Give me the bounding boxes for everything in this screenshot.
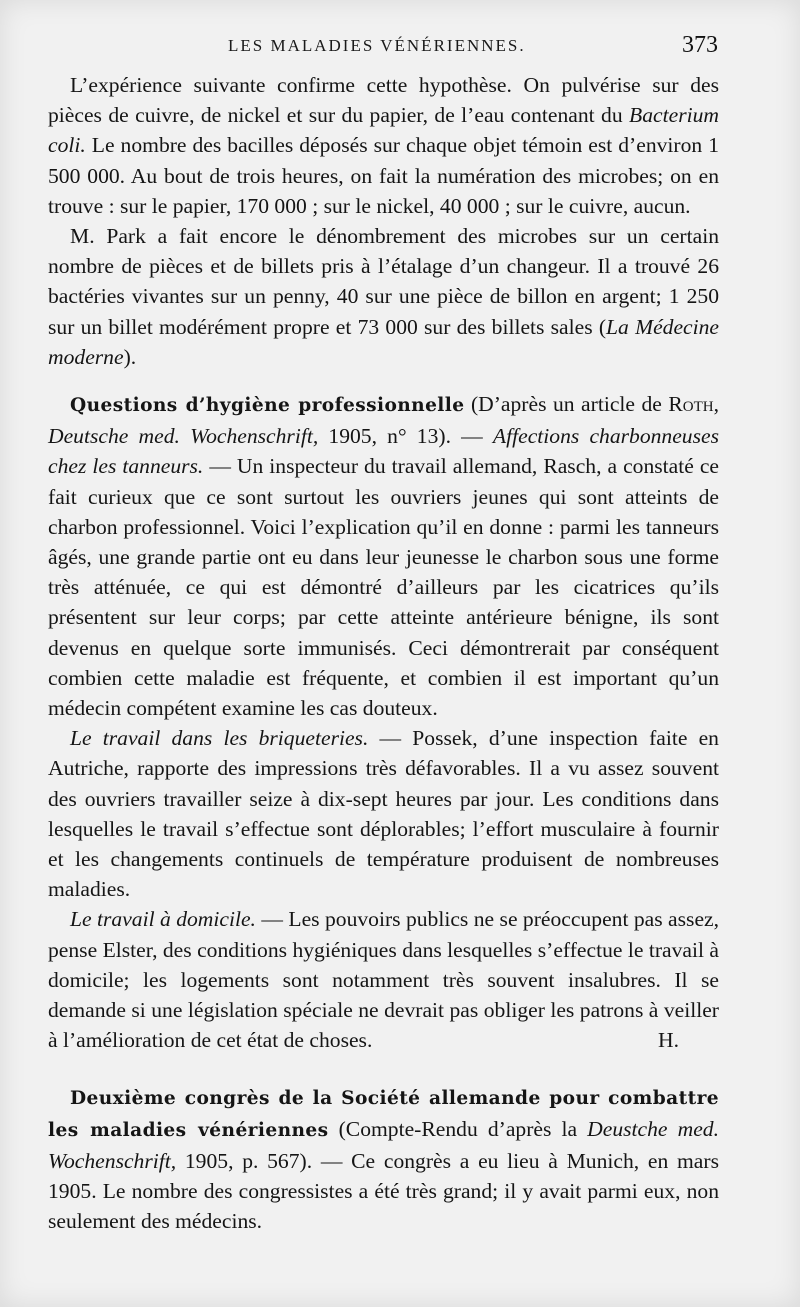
paragraph-experiment: [48, 70, 719, 221]
subsection-title: Le travail dans les briqueteries.: [70, 726, 369, 751]
page-body: [48, 70, 719, 1237]
paragraph-travail-domicile: [48, 904, 719, 1055]
text-run: ,: [713, 392, 719, 417]
section-heading: Deuxième congrès de la Société allemande pour combattre les maladies vénériennes: [48, 1087, 719, 1141]
text-run: M. Park a fait encore le dénombrement des microbes sur un certain nombre de pièces et de billets pris à l’étalage d’un changeur. Il a trouvé 26 bactéries vivantes sur un penny, 40 sur une pièce de billon en argent; 1 250 sur un billet modérément propre et 73 000 sur des billets sales (: [48, 224, 719, 339]
text-run: — Possek, d’une inspection faite en Autriche, rapporte des impressions très défavorables. Il a vu assez souvent des ouvriers travailler seize à dix-sept heures par jour. Les conditions dans lesquelles le travail s’effectue sont déplorables; l’effort musculaire à fournir et les changements continuels de température produisent de nombreuses maladies.: [48, 726, 719, 902]
running-title: LES MALADIES VÉNÉRIENNES.: [228, 36, 526, 55]
text-run: 1905, n° 13). —: [318, 424, 493, 449]
text-run: 1905, p. 567). — Ce congrès a eu lieu à Munich, en mars 1905. Le nombre des congressistes a été très grand; il y avait parmi eux, non seulement des médecins.: [48, 1148, 719, 1234]
text-run: — Les pouvoirs publics ne se préoccupent pas assez, pense Elster, des conditions hygiéniques dans lesquelles s’effectue le travail à domicile; les logements sont notamment très souvent insalubres. Il se demande si une législation spéciale ne devrait pas obliger les patrons à veiller à l’amélioration de cet état de choses.: [48, 907, 720, 1053]
journal-title: Deustche med. Wochenschrift,: [48, 1116, 719, 1173]
journal-title: Deutsche med. Wochenschrift,: [48, 424, 319, 449]
section-heading: Questions d’hygiène professionnelle: [70, 395, 465, 417]
paragraph-briqueteries: [48, 723, 719, 904]
text-run: (Compte-Rendu d’après la: [328, 1116, 588, 1141]
paragraph-hygiene-professionnelle: [48, 389, 719, 723]
subsection-title: Le travail à domicile.: [70, 907, 256, 932]
page-header: [48, 32, 718, 66]
text-run: L’expérience suivante confirme cette hypothèse. On pulvérise sur des pièces de cuivre, de nickel et sur du papier, de l’eau contenant du: [48, 73, 719, 128]
text-run: Le nombre des bacilles déposés sur chaque objet témoin est d’environ 1 500 000. Au bout de trois heures, on fait la numération des microbes; on en trouve : sur le papier, 170 000 ; sur le nickel, 40 000 ; sur le cuivre, aucun.: [48, 133, 719, 218]
page-number: 373: [682, 32, 718, 58]
author-name: Roth: [668, 392, 714, 417]
species-name: Bacterium coli.: [48, 103, 719, 158]
text-run: ).: [123, 344, 137, 369]
signature-initial: H.: [658, 1028, 679, 1053]
paragraph-deuxieme-congres: [48, 1082, 719, 1237]
source-citation: La Médecine moderne: [48, 314, 719, 369]
text-run: (D’après un article de: [464, 392, 669, 417]
text-run: — Un inspecteur du travail allemand, Rasch, a constaté ce fait curieux que ce sont surtout les ouvriers jeunes qui sont atteints de charbon professionnel. Voici l’explication qu’il en donne : parmi les tanneurs âgés, une grande partie ont eu dans leur jeunesse le charbon sous une forme très atténuée, ce qui est démontré d’ailleurs par les cicatrices qu’ils présentent sur leur corps; par cette atteinte antérieure bénigne, ils sont devenus en quelque sorte immunisés. Ceci démontrerait par conséquent combien cette maladie est fréquente, et combien il est important qu’un médecin compétent examine les cas douteux.: [48, 454, 719, 721]
subsection-title: Affections charbonneuses chez les tanneurs.: [48, 424, 719, 479]
paragraph-park-count: [48, 221, 719, 372]
